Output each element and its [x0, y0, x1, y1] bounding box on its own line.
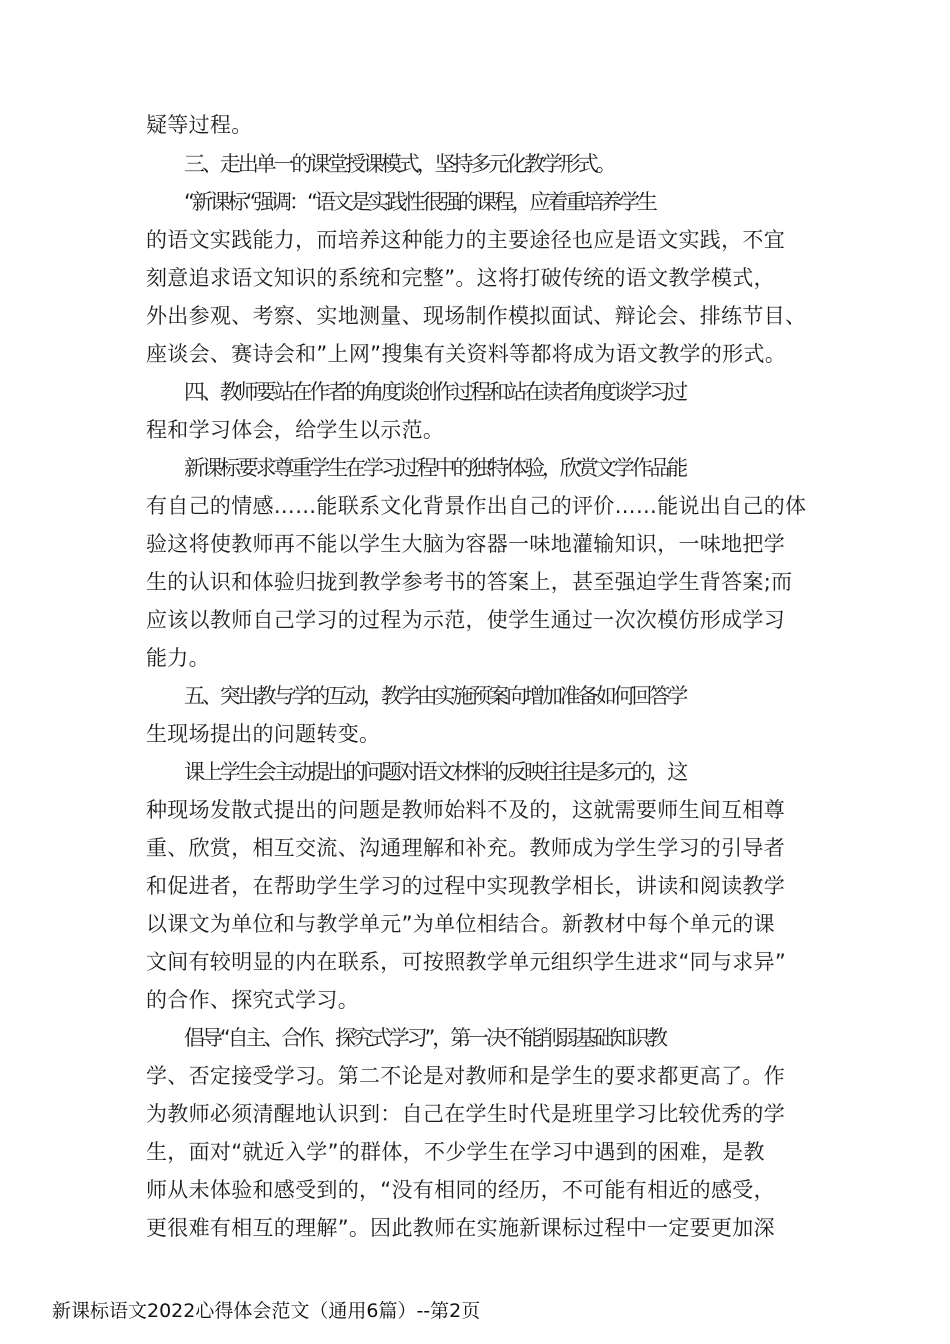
section-heading-continued: 生现场提出的问题转变。 — [146, 722, 381, 746]
text-line: 为教师必须清醒地认识到：自己在学生时代是班里学习比较优秀的学 — [146, 1102, 785, 1126]
text-line: 师从未体验和感受到的，“没有相同的经历，不可能有相近的感受， — [146, 1178, 775, 1202]
text-line: 疑等过程。 — [146, 113, 253, 137]
text-line: “新课标“强调：“语文是实践性很强的课程，应着重培养学生 — [184, 190, 655, 214]
text-line: 的合作、探究式学习。 — [146, 988, 359, 1012]
text-line: 生，面对“就近入学”的群体，不少学生在学习中遇到的困难，是教 — [146, 1140, 765, 1164]
text-line: 新课标要求尊重学生在学习过程中的独特体验，欣赏文学作品能 — [184, 456, 686, 480]
text-line: 外出参观、考察、实地测量、现场制作模拟面试、辩论会、排练节目、 — [146, 304, 807, 328]
text-line: 和促进者，在帮助学生学习的过程中实现教学相长，讲读和阅读教学 — [146, 874, 785, 898]
text-line: 种现场发散式提出的问题是教师始料不及的，这就需要师生间互相尊 — [146, 798, 785, 822]
section-heading-continued: 程和学习体会，给学生以示范。 — [146, 418, 445, 442]
text-line: 更很难有相互的理解”。因此教师在实施新课标过程中一定要更加深 — [146, 1216, 775, 1240]
section-heading: 五、突出教与学的互动，教学由实施预案向增加准备如何回答学 — [184, 684, 686, 708]
text-line: 应该以教师自己学习的过程为示范，使学生通过一次次模仿形成学习 — [146, 608, 785, 632]
text-line: 课上学生会主动提出的问题对语文材料的反映往往是多元的，这 — [184, 760, 686, 784]
text-line: 学、否定接受学习。第二不论是对教师和是学生的要求都更高了。作 — [146, 1064, 785, 1088]
page-footer: 新课标语文2022心得体会范文（通用6篇）--第2页 — [52, 1300, 481, 1322]
section-heading: 四、教师要站在作者的角度谈创作过程和站在读者角度谈学习过 — [184, 380, 686, 404]
text-line: 文间有较明显的内在联系，可按照教学单元组织学生进求“同与求异” — [146, 950, 787, 974]
text-line: 倡导“自主、合作、探究式学习”，第一决不能削弱基础知识教 — [184, 1026, 665, 1050]
text-line: 的语文实践能力，而培养这种能力的主要途径也应是语文实践，不宜 — [146, 228, 785, 252]
text-line: 生的认识和体验归拢到教学参考书的答案上，甚至强迫学生背答案;而 — [146, 570, 793, 594]
text-line: 验这将使教师再不能以学生大脑为容器一味地灌输知识，一味地把学 — [146, 532, 785, 556]
text-line: 刻意追求语文知识的系统和完整”。这将打破传统的语文教学模式， — [146, 266, 775, 290]
text-line: 以课文为单位和与教学单元”为单位相结合。新教材中每个单元的课 — [146, 912, 775, 936]
text-line: 座谈会、赛诗会和”上网”搜集有关资料等都将成为语文教学的形式。 — [146, 342, 787, 366]
text-line: 能力。 — [146, 646, 210, 670]
section-heading: 三、走出单一的课堂授课模式，坚持多元化教学形式。 — [184, 152, 614, 176]
text-line: 有自己的情感……能联系文化背景作出自己的评价……能说出自己的体 — [146, 494, 807, 518]
text-line: 重、欣赏，相互交流、沟通理解和补充。教师成为学生学习的引导者 — [146, 836, 785, 860]
